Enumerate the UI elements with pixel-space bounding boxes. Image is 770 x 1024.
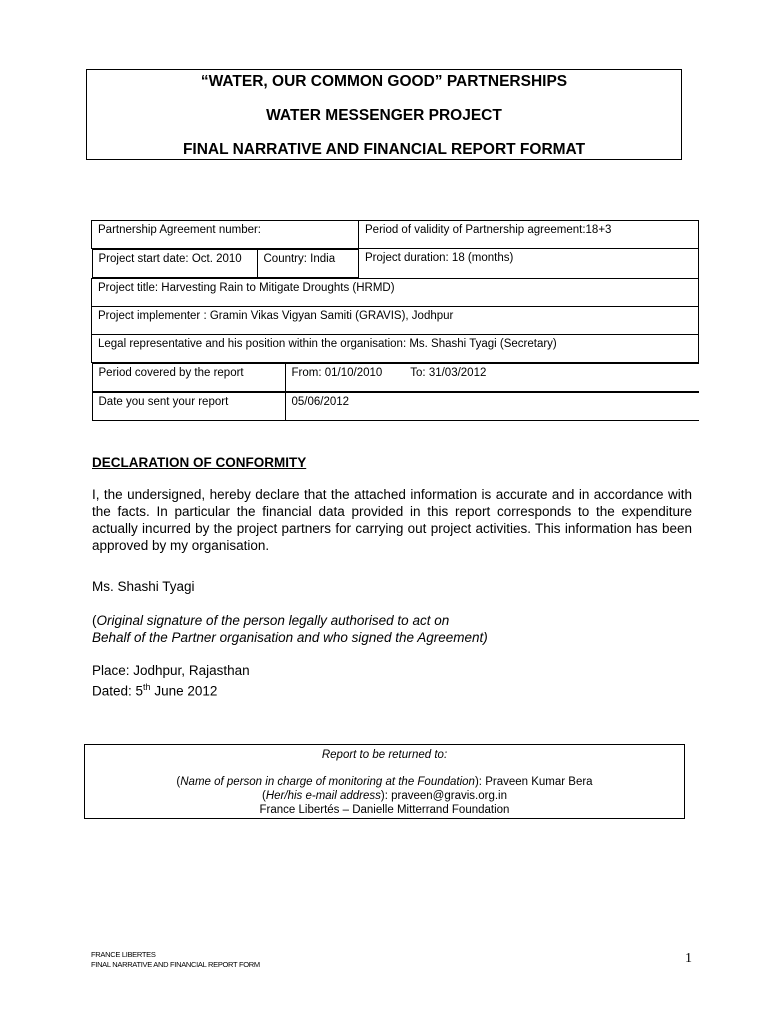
country-cell: Country: India	[257, 250, 359, 278]
note-line-2: Behalf of the Partner organisation and who signed the Agreement)	[92, 630, 488, 645]
period-label-cell: Period covered by the report	[92, 364, 285, 392]
implementer-cell: Project implementer : Gramin Vikas Vigyan Samiti (GRAVIS), Jodhpur	[92, 307, 699, 335]
period-row	[92, 363, 699, 393]
email-value: ): praveen@gravis.org.in	[380, 790, 507, 802]
period-from: From: 01/10/2010	[291, 367, 383, 379]
table-row	[92, 221, 699, 249]
page-number: 1	[685, 951, 692, 966]
table-row	[92, 392, 699, 421]
dated-prefix: Dated: 5	[92, 683, 144, 699]
sent-label-cell: Date you sent your report	[92, 393, 285, 421]
legal-rep-cell: Legal representative and his position within the organisation: Ms. Shashi Tyagi (Secretary)	[92, 335, 699, 363]
footer-line-2: FINAL NARRATIVE AND FINANCIAL REPORT FORM	[91, 960, 260, 969]
sent-row	[92, 392, 699, 421]
dated-line	[92, 679, 250, 700]
project-title-cell: Project title: Harvesting Rain to Mitigate Droughts (HRMD)	[92, 279, 699, 307]
return-box	[84, 744, 685, 819]
table-row	[92, 335, 699, 363]
declaration-title: DECLARATION OF CONFORMITY	[92, 455, 307, 470]
header-line-3: FINAL NARRATIVE AND FINANCIAL REPORT FORMAT	[182, 141, 586, 158]
period-value-cell	[285, 364, 699, 392]
duration-cell: Project duration: 18 (months)	[359, 249, 699, 279]
name-label: Name of person in charge of monitoring at the Foundation	[180, 776, 475, 788]
header-line-2: WATER MESSENGER PROJECT	[266, 107, 502, 124]
note-open-paren: (	[92, 613, 97, 628]
table-row	[92, 279, 699, 307]
monitor-name-line	[85, 776, 684, 788]
start-date-cell: Project start date: Oct. 2010	[92, 250, 257, 278]
declaration-body: I, the undersigned, hereby declare that the attached information is accurate and in accordance with the facts. In particular the financial data provided in this report corresponds to the expenditure actually incurred by the project partners for carrying out project activities. This information has been approved by my organisation.	[92, 487, 692, 553]
project-info-table	[91, 220, 699, 421]
place-date	[92, 662, 250, 700]
name-value: ): Praveen Kumar Bera	[474, 776, 593, 788]
email-label: Her/his e-mail address	[265, 790, 381, 802]
email-open: (	[262, 790, 266, 802]
footer-line-1: FRANCE LIBERTES	[91, 950, 156, 959]
sent-value-cell: 05/06/2012	[285, 393, 699, 421]
start-country-cell	[92, 249, 359, 279]
return-title: Report to be returned to:	[321, 749, 448, 761]
foundation-line: France Libertés – Danielle Mitterrand Foundation	[259, 804, 510, 816]
monitor-email-line	[85, 790, 684, 802]
signature-note	[92, 612, 488, 646]
table-row	[92, 307, 699, 335]
table-row	[92, 363, 699, 393]
signer-name: Ms. Shashi Tyagi	[92, 579, 195, 594]
place-line: Place: Jodhpur, Rajasthan	[92, 663, 250, 678]
dated-suffix: June 2012	[150, 683, 218, 699]
table-row	[92, 249, 699, 279]
dated-sup: th	[143, 682, 151, 692]
footer	[91, 950, 260, 970]
name-open: (	[176, 776, 181, 788]
period-to: To: 31/03/2012	[410, 367, 487, 379]
note-line-1: Original signature of the person legally authorised to act on	[96, 613, 450, 628]
header-line-1: “WATER, OUR COMMON GOOD” PARTNERSHIPS	[200, 73, 568, 90]
agreement-number-cell: Partnership Agreement number:	[92, 221, 359, 249]
header-box	[86, 69, 682, 160]
validity-period-cell: Period of validity of Partnership agreement:18+3	[359, 221, 699, 249]
